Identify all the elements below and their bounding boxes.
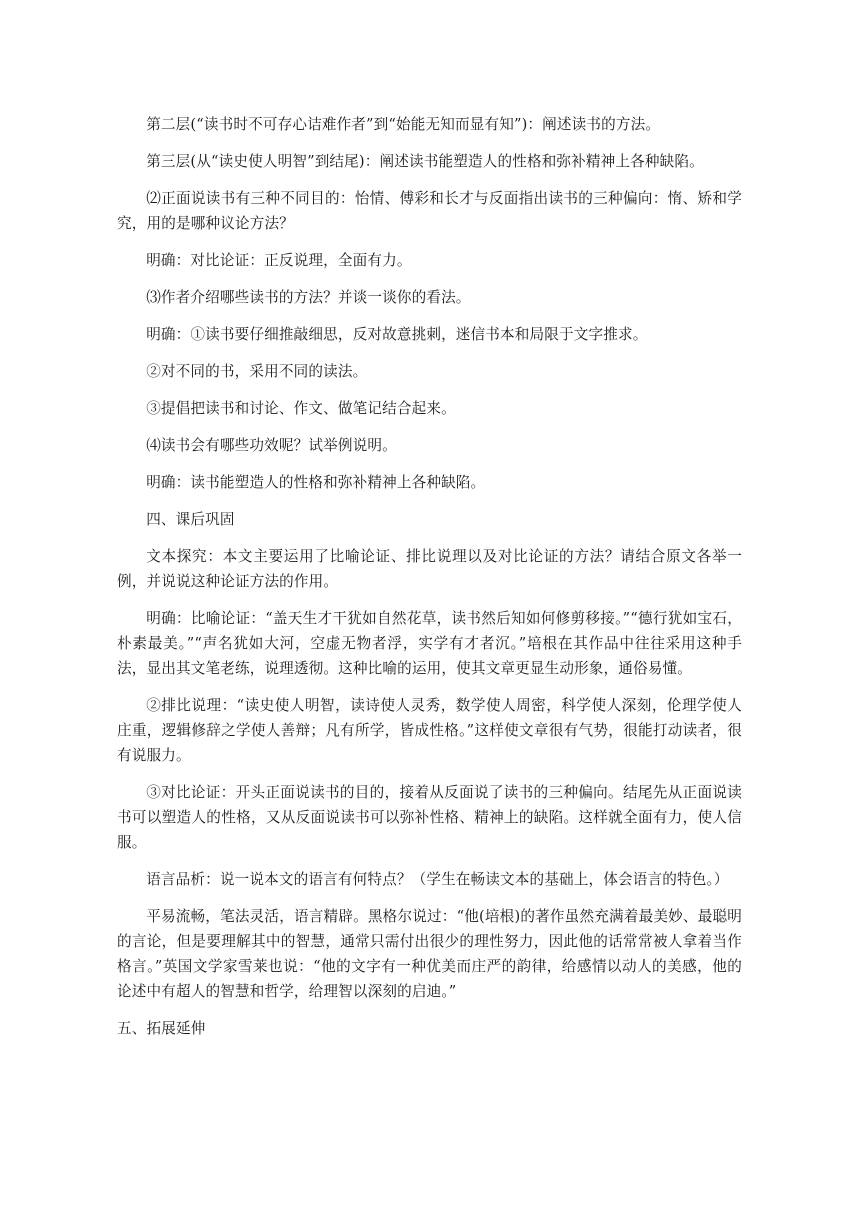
answer-4: 明确：读书能塑造人的性格和弥补精神上各种缺陷。	[146, 474, 486, 491]
question-4: ⑷读书会有哪些功效呢？试举例说明。	[146, 437, 397, 454]
answer-2: 明确：对比论证：正反说理，全面有力。	[146, 252, 412, 269]
language-analysis-question: 语言品析：说一说本文的语言有何特点？（学生在畅读文本的基础上，体会语言的特色。）	[146, 871, 729, 888]
paragraph-layer-two: 第二层(“读书时不可存心诘难作者”到“始能无知而显有知”)：阐述读书的方法。	[146, 116, 661, 133]
answer-3-item-3: ③提倡把读书和讨论、作文、做笔记结合起来。	[146, 400, 456, 417]
section-heading-extension: 五、拓展延伸	[117, 1020, 206, 1037]
answer-3-item-1: 明确：①读书要仔细推敲细思，反对故意挑刺，迷信书本和局限于文字推求。	[146, 326, 648, 343]
section-heading-consolidation: 四、课后巩固	[146, 511, 235, 528]
question-2: ⑵正面说读书有三种不同目的：怡情、傅彩和长才与反面指出读书的三种偏向：惰、矫和学究，用的是哪种议论方法？	[117, 190, 742, 232]
language-analysis-answer: 平易流畅，笔法灵活，语言精辟。黑格尔说过：“他(培根)的著作虽然充满着最美妙、最聪明的言论，但是要理解其中的智慧，通常只需付出很少的理性努力，因此他的话常常被人拿着当作格言。”英国文学家雪莱也说：“他的文字有一种优美而庄严的韵律，给感情以动人的美感，他的论述中有超人的智慧和哲学，给理智以深刻的启迪。”	[117, 908, 742, 1000]
text-inquiry-question: 文本探究：本文主要运用了比喻论证、排比说理以及对比论证的方法？请结合原文各举一例，并说说这种论证方法的作用。	[117, 548, 742, 590]
answer-3-item-2: ②对不同的书，采用不同的读法。	[146, 363, 368, 380]
document-page	[117, 112, 742, 1053]
answer-metaphor-argument: 明确：比喻论证：“盖天生才干犹如自然花草，读书然后知如何修剪移接。”“德行犹如宝石，朴素最美。”“声名犹如大河，空虚无物者浮，实学有才者沉。”培根在其作品中往往采用这种手法，显出其文笔老练，说理透彻。这种比喻的运用，使其文章更显生动形象，通俗易懂。	[117, 610, 742, 677]
answer-parallel-argument: ②排比说理：“读史使人明智，读诗使人灵秀，数学使人周密，科学使人深刻，伦理学使人庄重，逻辑修辞之学使人善辩；凡有所学，皆成性格。”这样使文章很有气势，很能打动读者，很有说服力。	[117, 697, 742, 764]
question-3: ⑶作者介绍哪些读书的方法？并谈一谈你的看法。	[146, 289, 471, 306]
paragraph-layer-three: 第三层(从“读史使人明智”到结尾)：阐述读书能塑造人的性格和弥补精神上各种缺陷。	[146, 153, 704, 170]
answer-contrast-argument: ③对比论证：开头正面说读书的目的，接着从反面说了读书的三种偏向。结尾先从正面说读书可以塑造人的性格，又从反面说读书可以弥补性格、精神上的缺陷。这样就全面有力，使人信服。	[117, 784, 742, 851]
